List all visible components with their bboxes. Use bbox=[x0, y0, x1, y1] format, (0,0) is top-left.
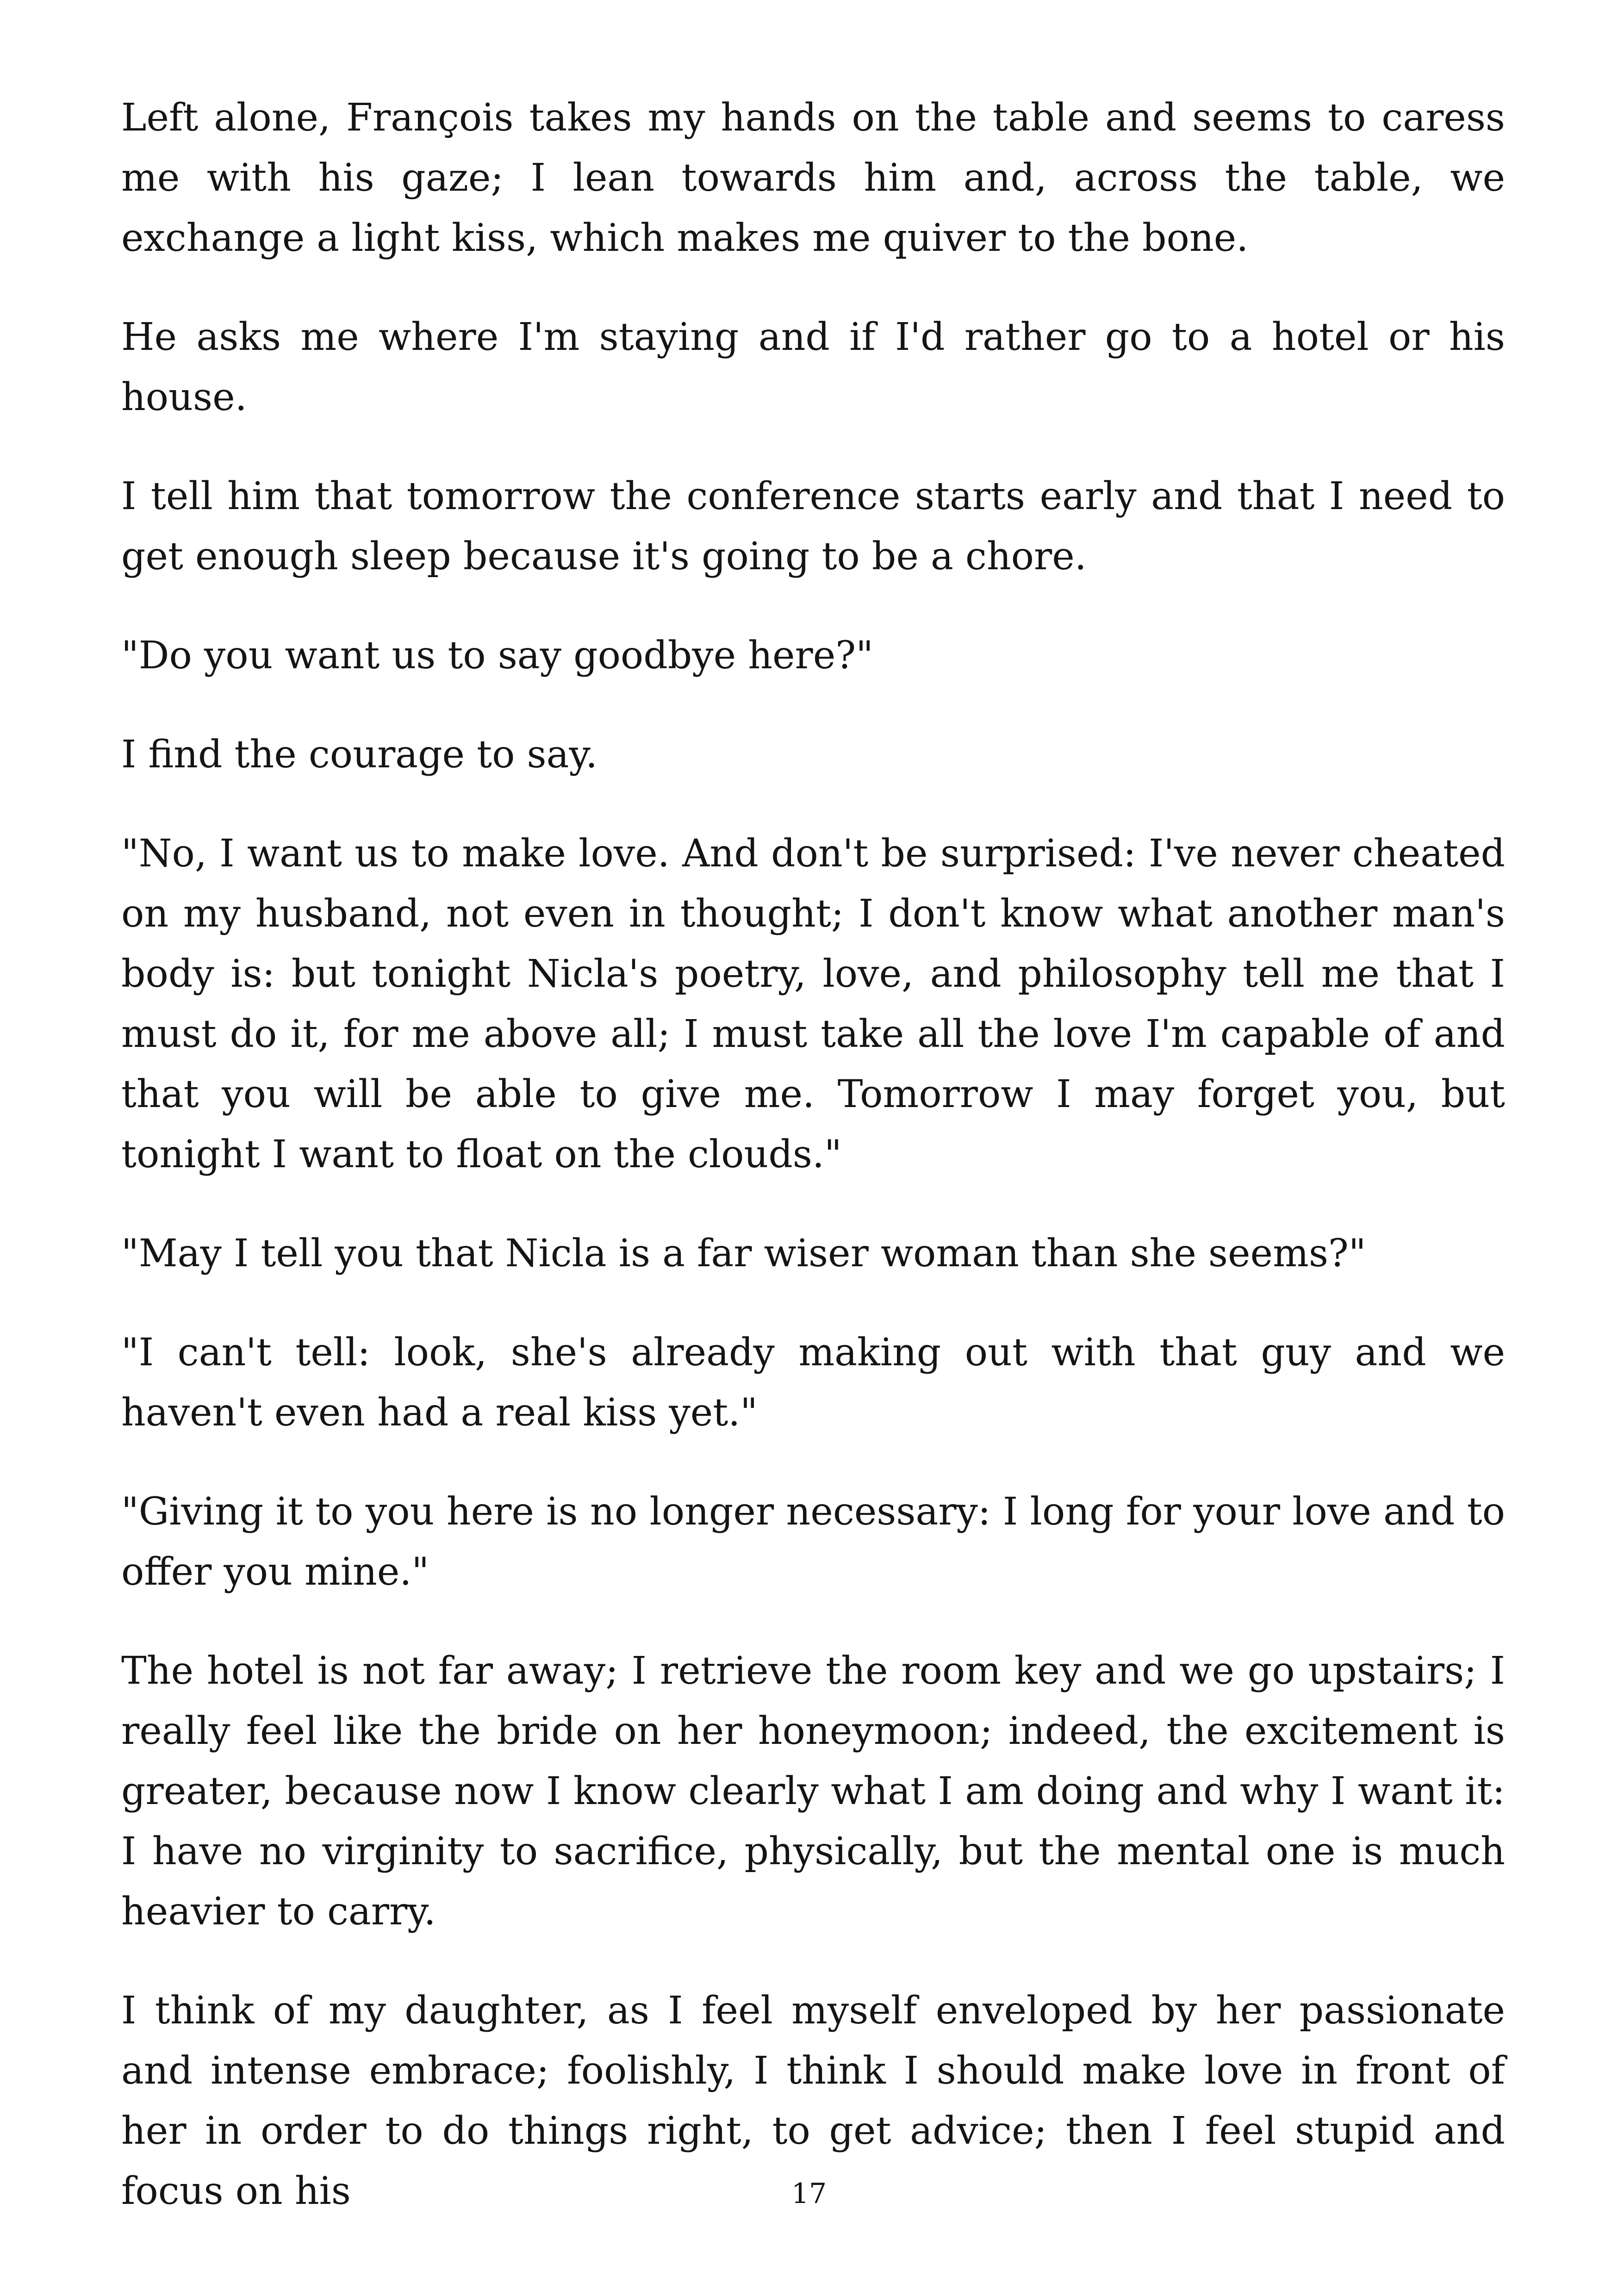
paragraph: I think of my daughter, as I feel myself enveloped by her passionate and intense embrace; foolishly, I think I should make love in front of her in order to do things right, to get advice; then I feel stupid and focus on his bbox=[121, 1989, 1505, 2213]
paragraph: The hotel is not far away; I retrieve the room key and we go upstairs; I really feel like the bride on her honeymoon; indeed, the excitement is greater, because now I know clearly what I am doing and why I want it: I have no virginity to sacrifice, physically, but the mental one is much heavier to carry. bbox=[121, 1649, 1505, 1934]
page-number: 17 bbox=[791, 2178, 827, 2210]
paragraph: "Do you want us to say goodbye here?" bbox=[121, 634, 873, 678]
paragraph: "No, I want us to make love. And don't be surprised: I've never cheated on my husband, not even in thought; I don't know what another man's body is: but tonight Nicla's poetry, love, and philosophy tell me that I must do it, for me above all; I must take all the love I'm capable of and that you will be able to give me. Tomorrow I may forget you, but tonight I want to float on the clouds." bbox=[121, 832, 1505, 1176]
paragraph: I find the courage to say. bbox=[121, 733, 598, 777]
paragraph: He asks me where I'm staying and if I'd rather go to a hotel or his house. bbox=[121, 315, 1505, 419]
paragraph: "May I tell you that Nicla is a far wiser woman than she seems?" bbox=[121, 1232, 1366, 1276]
paragraph: Left alone, François takes my hands on the table and seems to caress me with his gaze; I lean towards him and, across the table, we exchange a light kiss, which makes me quiver to the bone. bbox=[121, 96, 1505, 260]
paragraph: I tell him that tomorrow the conference starts early and that I need to get enough sleep because it's going to be a chore. bbox=[121, 474, 1505, 579]
paragraph: "Giving it to you here is no longer necessary: I long for your love and to offer you mine." bbox=[121, 1490, 1505, 1594]
body-text bbox=[121, 88, 1505, 2260]
paragraph: "I can't tell: look, she's already making out with that guy and we haven't even had a real kiss yet." bbox=[121, 1331, 1505, 1435]
